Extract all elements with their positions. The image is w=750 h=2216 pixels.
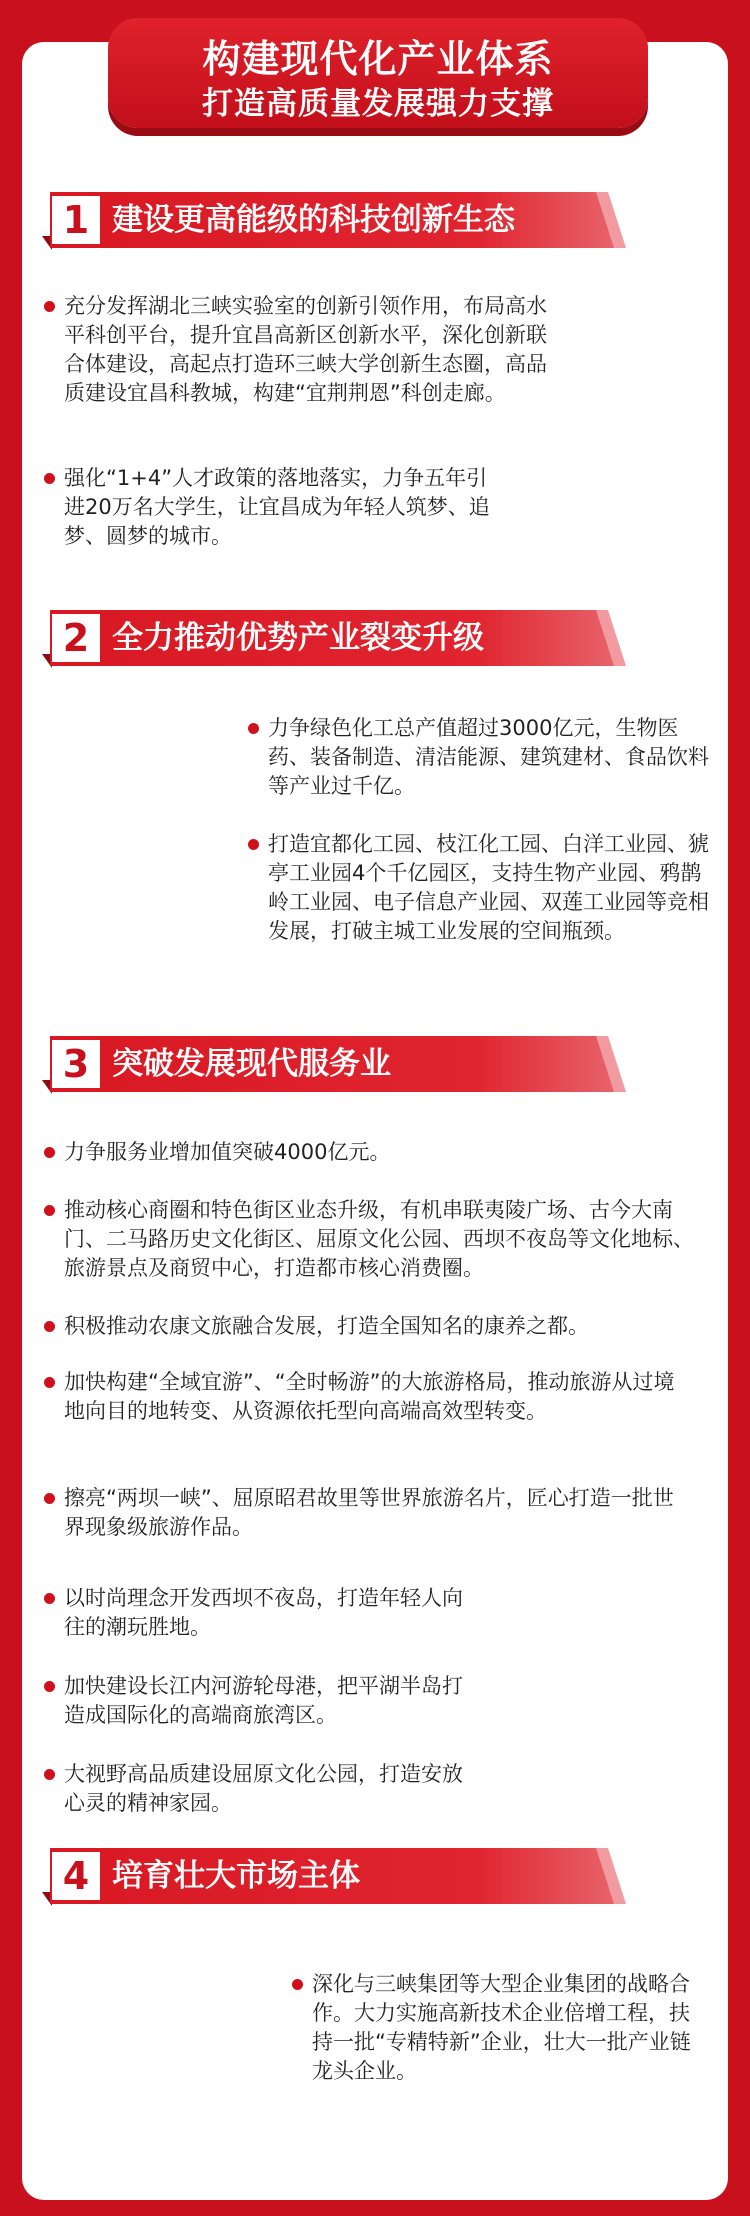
list-item: 强化“1+4”人才政策的落地落实，力争五年引进20万名大学生，让宜昌成为年轻人筑梦、追梦、圆梦的城市。: [44, 464, 504, 551]
section-title: 突破发展现代服务业: [112, 1046, 391, 1082]
bullet-dot-icon: [248, 723, 259, 734]
list-item: 加快建设长江内河游轮母港，把平湖半岛打造成国际化的高端商旅湾区。: [44, 1672, 474, 1730]
bullet-dot-icon: [44, 1321, 55, 1332]
bullet-dot-icon: [44, 1147, 55, 1158]
section-header-3: [40, 1036, 620, 1094]
bullet-dot-icon: [44, 1593, 55, 1604]
bullet-dot-icon: [44, 1681, 55, 1692]
list-item: 打造宜都化工园、枝江化工园、白洋工业园、猇亭工业园4个千亿园区，支持生物产业园、鸦鹊岭工业园、电子信息产业园、双莲工业园等竞相发展，打破主城工业发展的空间瓶颈。: [248, 830, 710, 946]
bullet-dot-icon: [44, 301, 55, 312]
section-header-1: [40, 192, 620, 250]
list-item: 加快构建“全域宜游”、“全时畅游”的大旅游格局，推动旅游从过境地向目的地转变、从资源依托型向高端高效型转变。: [44, 1368, 694, 1426]
list-item: 以时尚理念开发西坝不夜岛，打造年轻人向往的潮玩胜地。: [44, 1584, 474, 1642]
bullet-dot-icon: [44, 1205, 55, 1216]
bullet-dot-icon: [248, 839, 259, 850]
list-item: 力争服务业增加值突破4000亿元。: [44, 1138, 694, 1167]
section-number: 1: [62, 198, 90, 242]
page-title: 构建现代化产业体系: [202, 37, 554, 81]
bullet-dot-icon: [292, 1979, 303, 1990]
section-number: 4: [62, 1854, 90, 1898]
section-header-2: [40, 610, 620, 668]
bullet-dot-icon: [44, 473, 55, 484]
bullet-dot-icon: [44, 1769, 55, 1780]
section-number: 2: [62, 616, 90, 660]
list-item: 充分发挥湖北三峡实验室的创新引领作用，布局高水平科创平台，提升宜昌高新区创新水平，深化创新联合体建设，高起点打造环三峡大学创新生态圈，高品质建设宜昌科教城，构建“宜荆荆恩”科创走廊。: [44, 292, 564, 408]
list-item: 大视野高品质建设屈原文化公园，打造安放心灵的精神家园。: [44, 1760, 474, 1818]
bullet-dot-icon: [44, 1493, 55, 1504]
list-item: 深化与三峡集团等大型企业集团的战略合作。大力实施高新技术企业倍增工程，扶持一批“专精特新”企业，壮大一批产业链龙头企业。: [292, 1970, 702, 2086]
title-banner: [108, 18, 648, 128]
bullet-dot-icon: [44, 1377, 55, 1388]
list-item: 力争绿色化工总产值超过3000亿元，生物医药、装备制造、清洁能源、建筑建材、食品饮料等产业过千亿。: [248, 714, 710, 801]
section-title: 培育壮大市场主体: [112, 1858, 360, 1894]
list-item: 擦亮“两坝一峡”、屈原昭君故里等世界旅游名片，匠心打造一批世界现象级旅游作品。: [44, 1484, 694, 1542]
list-item: 推动核心商圈和特色街区业态升级，有机串联夷陵广场、古今大南门、二马路历史文化街区、屈原文化公园、西坝不夜岛等文化地标、旅游景点及商贸中心，打造都市核心消费圈。: [44, 1196, 694, 1283]
page-subtitle: 打造高质量发展强力支撑: [202, 86, 554, 122]
section-header-4: [40, 1848, 620, 1906]
section-title: 建设更高能级的科技创新生态: [112, 202, 515, 238]
list-item: 积极推动农康文旅融合发展，打造全国知名的康养之都。: [44, 1312, 694, 1341]
section-title: 全力推动优势产业裂变升级: [112, 620, 484, 656]
section-number: 3: [62, 1042, 90, 1086]
